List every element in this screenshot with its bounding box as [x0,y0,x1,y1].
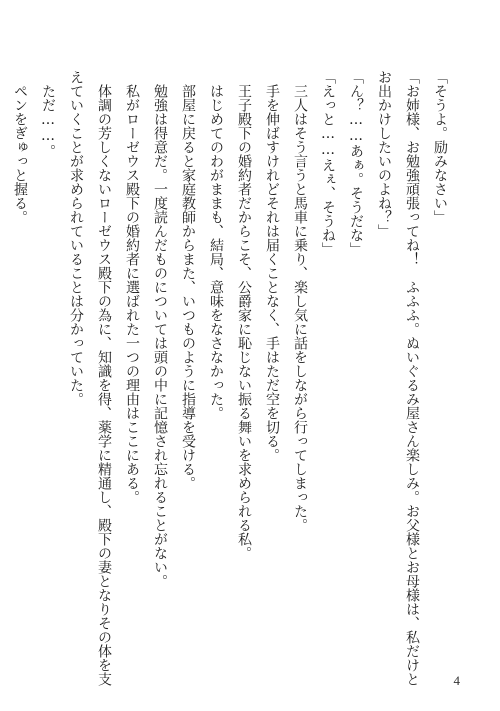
text-line: えていくことが求められていることは分かっていた。 [68,70,84,406]
page-number: 4 [453,673,460,688]
text-line: 「ん？……あぁ。そうだな」 [348,70,364,256]
text-line: ただ……。 [40,84,56,158]
body-text [0,70,454,686]
text-line [0,70,6,660]
text-line: 手を伸ばすけれどそれは届くことなく、手はただ空を切る。 [264,84,280,462]
text-line: 「そうよ。励みなさい」 [432,70,448,224]
text-line: 三人はそう言うと馬車に乗り、楽し気に話をしながら行ってしまった。 [292,84,308,532]
text-line: 「お姉様、お勉強頑張ってね！ ふふふ。ぬいぐるみ屋さん楽しみ。お父様とお母様は、私だけと [404,70,420,686]
text-line: 王子殿下の婚約者だからこそ、公爵家に恥じない振る舞いを求められる私。 [236,84,252,560]
text-line: ペンをぎゅっと握る。 [12,84,28,224]
text-line: 勉強は得意だ。一度読んだものについては頭の中に記憶され忘れることがない。 [152,84,168,588]
text-line: 私がローゼウス殿下の婚約者に選ばれた一つの理由はここにある。 [124,84,140,504]
text-line: 「えっと……えぇ、そうね」 [320,70,336,256]
text-line: お出かけしたいのよね？」 [376,70,392,238]
text-line: はじめてのわがままも、結局、意味をなさなかった。 [208,84,224,420]
text-line: 部屋に戻ると家庭教師からまた、いつものように指導を受ける。 [180,84,196,490]
text-line: 体調の芳しくないローゼウス殿下の為に、知識を得、薬学に精通し、殿下の妻となりその体を支 [96,84,112,686]
